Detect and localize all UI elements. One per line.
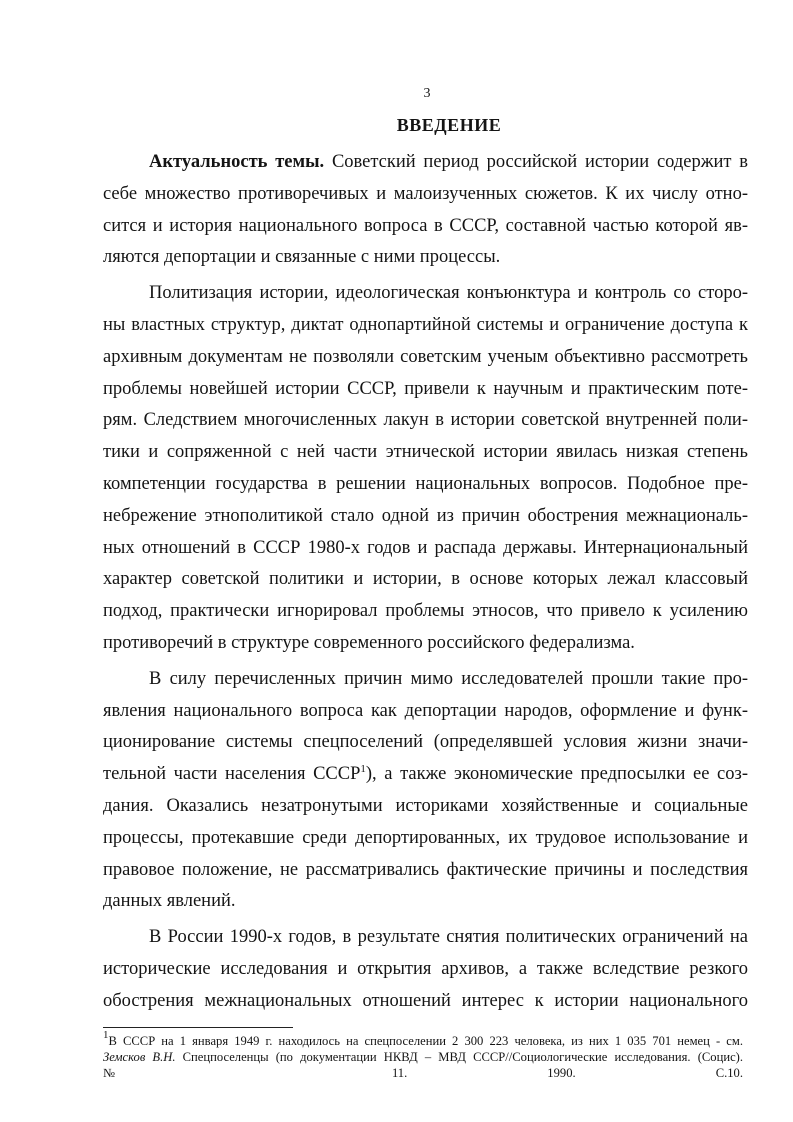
text-fragment: Спецпоселенцы (по документации НКВД – МВД СССР//Социологические исследования. (Социс). bbox=[182, 1050, 743, 1064]
text-line: явления национального вопроса как депортации народов, оформление и функ- bbox=[103, 700, 748, 721]
text-line: обострения межнациональных отношений интерес к истории национального bbox=[103, 990, 748, 1011]
text-line: ционирование системы спецпоселений (определявшей условия жизни значи- bbox=[103, 732, 748, 753]
text-line: рям. Следствием многочисленных лакун в истории советской внутренней поли- bbox=[103, 410, 748, 431]
footnote-reference[interactable]: 1 bbox=[360, 763, 366, 776]
paragraph-special-settlements bbox=[103, 664, 748, 918]
text-line: противоречий в структуре современного российского федерализма. bbox=[103, 632, 635, 653]
text-fragment: тельной части населения СССР bbox=[103, 764, 361, 785]
paragraph-relevance bbox=[103, 147, 748, 274]
body-text bbox=[103, 147, 748, 1018]
footnote bbox=[103, 1029, 743, 1081]
text-line: подход, практически игнорировал проблемы этносов, что привело к усилению bbox=[103, 601, 748, 622]
text-line: себе множество противоречивых и малоизученных сюжетов. К их числу отно- bbox=[103, 183, 748, 204]
lead-phrase: Актуальность темы. bbox=[149, 152, 325, 172]
text-line: Политизация истории, идеологическая конъюнктура и контроль со сторо- bbox=[149, 283, 748, 304]
paragraph-russia-1990s bbox=[103, 922, 748, 1017]
text-line: процессы, протекавшие среди депортированных, их трудовое использование и bbox=[103, 827, 748, 848]
text-line: В России 1990-х годов, в результате снятия политических ограничений на bbox=[149, 927, 748, 948]
footnote-marker: 1 bbox=[103, 1029, 109, 1041]
paragraph-politicization bbox=[103, 278, 748, 660]
text-fragment: ), а также экономические предпосылки ее соз- bbox=[365, 764, 748, 785]
text-line: сится и история национального вопроса в СССР, составной частью которой яв- bbox=[103, 215, 748, 236]
text-line: ны властных структур, диктат однопартийной системы и ограничение доступа к bbox=[103, 314, 748, 335]
section-title: ВВЕДЕНИЕ bbox=[396, 115, 502, 135]
footnote-line: № 11. 1990. С.10. bbox=[103, 1066, 743, 1080]
text-line: данных явлений. bbox=[103, 891, 236, 912]
text-line: архивным документам не позволяли советским ученым объективно рассмотреть bbox=[103, 346, 748, 367]
text-line: ляются депортации и связанные с ними процессы. bbox=[103, 247, 501, 268]
text-line: дания. Оказались незатронутыми историками хозяйственные и социальные bbox=[103, 795, 748, 816]
text-line: В силу перечисленных причин мимо исследователей прошли такие про- bbox=[149, 668, 748, 689]
text-line: исторические исследования и открытия архивов, а также вследствие резкого bbox=[103, 958, 748, 979]
text-line: небрежение этнополитикой стало одной из причин обострения межнациональ- bbox=[103, 505, 748, 526]
text-line: тики и сопряженной с ней части этнической истории явилась низкая степень bbox=[103, 442, 748, 463]
text-line: правовое положение, не рассматривались фактические причины и последствия bbox=[103, 859, 748, 880]
footnote-author: Земсков В.Н. bbox=[103, 1050, 176, 1064]
footnote-separator bbox=[103, 1027, 293, 1028]
text-line: проблемы новейшей истории СССР, привели к научным и практическим поте- bbox=[103, 378, 748, 399]
footnote-line bbox=[103, 1029, 743, 1049]
text-line: ных отношений в СССР 1980-х годов и распада державы. Интернациональный bbox=[103, 537, 748, 558]
text-fragment: Советский период российской истории содержит в bbox=[331, 152, 749, 172]
text-line bbox=[103, 759, 748, 791]
page-number: 3 bbox=[423, 86, 431, 101]
text-fragment: В СССР на 1 января 1949 г. находилось на спецпоселении 2 300 223 человека, из них 1 035 701 немец - см. bbox=[108, 1034, 743, 1048]
text-line: характер советской политики и истории, в основе которых лежал классовый bbox=[103, 569, 748, 590]
text-line: компетенции государства в решении национальных вопросов. Подобное пре- bbox=[103, 473, 748, 494]
footnote-line bbox=[103, 1049, 743, 1065]
text-line bbox=[103, 147, 748, 179]
